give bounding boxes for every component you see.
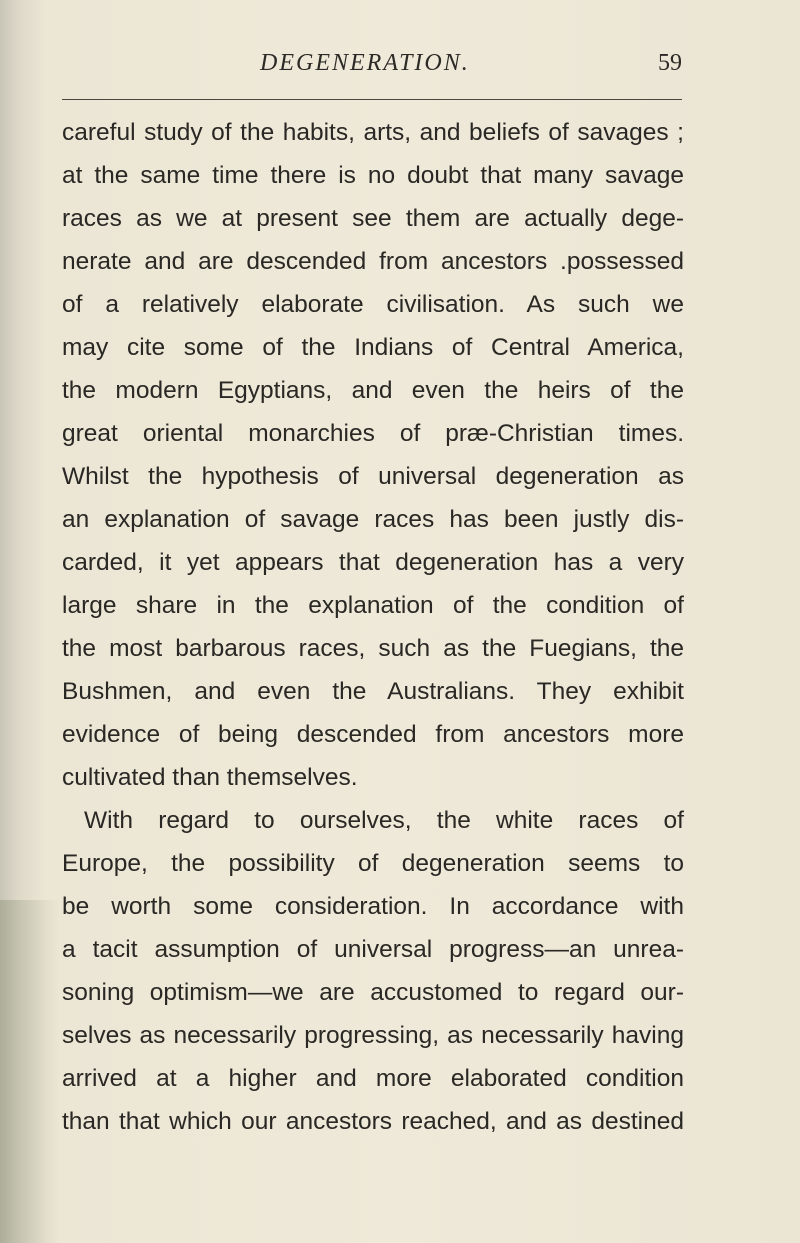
text-line: an explanation of savage races has been justly dis- [62,506,684,533]
text-line: arrived at a higher and more elaborated condition [62,1065,684,1092]
text-line: carded, it yet appears that degeneration has a very [62,549,684,576]
text-line: soning optimism—we are accustomed to regard our- [62,979,684,1006]
text-line: a tacit assumption of universal progress—an unrea- [62,936,684,963]
text-line: the modern Egyptians, and even the heirs of the [62,377,684,404]
running-title: DEGENERATION. [260,50,470,76]
text-line: large share in the explanation of the condition of [62,592,684,619]
text-line: of a relatively elaborate civilisation. As such we [62,291,684,318]
text-line: Europe, the possibility of degeneration seems to [62,850,684,877]
running-head [62,50,682,90]
text-line: the most barbarous races, such as the Fuegians, the [62,635,684,662]
page-edge-shadow [0,900,60,1243]
text-line: than that which our ancestors reached, and as destined [62,1108,684,1135]
body-text [62,111,684,1143]
page-number: 59 [658,50,682,76]
text-line: nerate and are descended from ancestors .possessed [62,248,684,275]
text-line: may cite some of the Indians of Central America, [62,334,684,361]
text-line: be worth some consideration. In accordance with [62,893,684,920]
text-line: careful study of the habits, arts, and beliefs of savages ; [62,119,684,146]
text-line: With regard to ourselves, the white races of [84,807,684,834]
text-line: great oriental monarchies of præ-Christian times. [62,420,684,447]
text-line: races as we at present see them are actually dege- [62,205,684,232]
header-rule [62,99,682,100]
text-line: Whilst the hypothesis of universal degeneration as [62,463,684,490]
text-line: at the same time there is no doubt that many savage [62,162,684,189]
text-line: selves as necessarily progressing, as necessarily having [62,1022,684,1049]
text-line: cultivated than themselves. [62,764,358,791]
text-line: evidence of being descended from ancestors more [62,721,684,748]
text-line: Bushmen, and even the Australians. They exhibit [62,678,684,705]
